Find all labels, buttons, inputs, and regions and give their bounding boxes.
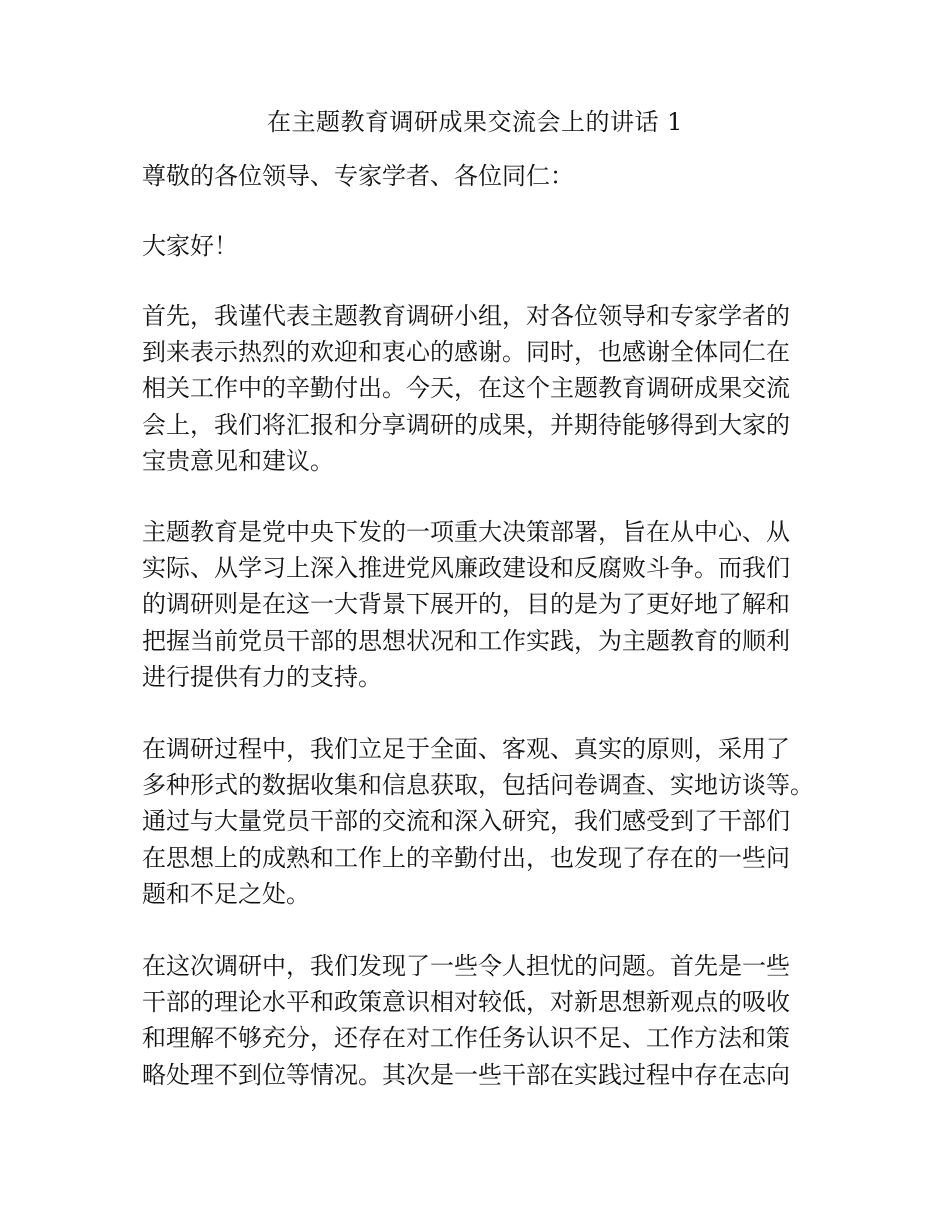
- paragraph-line: 和理解不够充分，还存在对工作任务认识不足、工作方法和策: [142, 1024, 790, 1053]
- paragraph-1: [142, 298, 842, 479]
- document-title: 在主题教育调研成果交流会上的讲话 1: [267, 108, 683, 136]
- paragraph-line: 到来表示热烈的欢迎和衷心的感谢。同时，也感谢全体同仁在: [142, 338, 790, 367]
- paragraph-line: 在思想上的成熟和工作上的辛勤付出，也发现了存在的一些问: [142, 843, 790, 872]
- paragraph-line: 宝贵意见和建议。: [142, 446, 334, 475]
- paragraph-line: 进行提供有力的支持。: [142, 662, 382, 691]
- paragraph-line: 首先，我谨代表主题教育调研小组，对各位领导和专家学者的: [142, 302, 790, 330]
- paragraph-2: [142, 514, 842, 695]
- paragraph-line: 相关工作中的辛勤付出。今天，在这个主题教育调研成果交流: [142, 374, 790, 403]
- paragraph-4: [142, 948, 842, 1093]
- paragraph-line: 略处理不到位等情况。其次是一些干部在实践过程中存在志向: [142, 1060, 790, 1089]
- paragraph-line: 通过与大量党员干部的交流和深入研究，我们感受到了干部们: [142, 807, 790, 836]
- paragraph-line: 主题教育是党中央下发的一项重大决策部署，旨在从中心、从: [142, 518, 790, 546]
- paragraph-line: 会上，我们将汇报和分享调研的成果，并期待能够得到大家的: [142, 410, 790, 439]
- paragraph-line: 在这次调研中，我们发现了一些令人担忧的问题。首先是一些: [142, 952, 790, 980]
- paragraph-line: 干部的理论水平和政策意识相对较低，对新思想新观点的吸收: [142, 988, 790, 1017]
- paragraph-line: 实际、从学习上深入推进党风廉政建设和反腐败斗争。而我们: [142, 554, 790, 583]
- paragraph-line: 的调研则是在这一大背景下展开的，目的是为了更好地了解和: [142, 590, 790, 619]
- paragraph-line: 题和不足之处。: [142, 879, 310, 908]
- salutation: 尊敬的各位领导、专家学者、各位同仁：: [142, 162, 574, 190]
- paragraph-line: 把握当前党员干部的思想状况和工作实践，为主题教育的顺利: [142, 626, 790, 655]
- paragraph-line: 多种形式的数据收集和信息获取，包括问卷调查、实地访谈等。: [142, 771, 814, 800]
- opening-greeting: 大家好！: [142, 232, 238, 260]
- paragraph-3: [142, 731, 842, 912]
- paragraph-line: 在调研过程中，我们立足于全面、客观、真实的原则，采用了: [142, 735, 790, 763]
